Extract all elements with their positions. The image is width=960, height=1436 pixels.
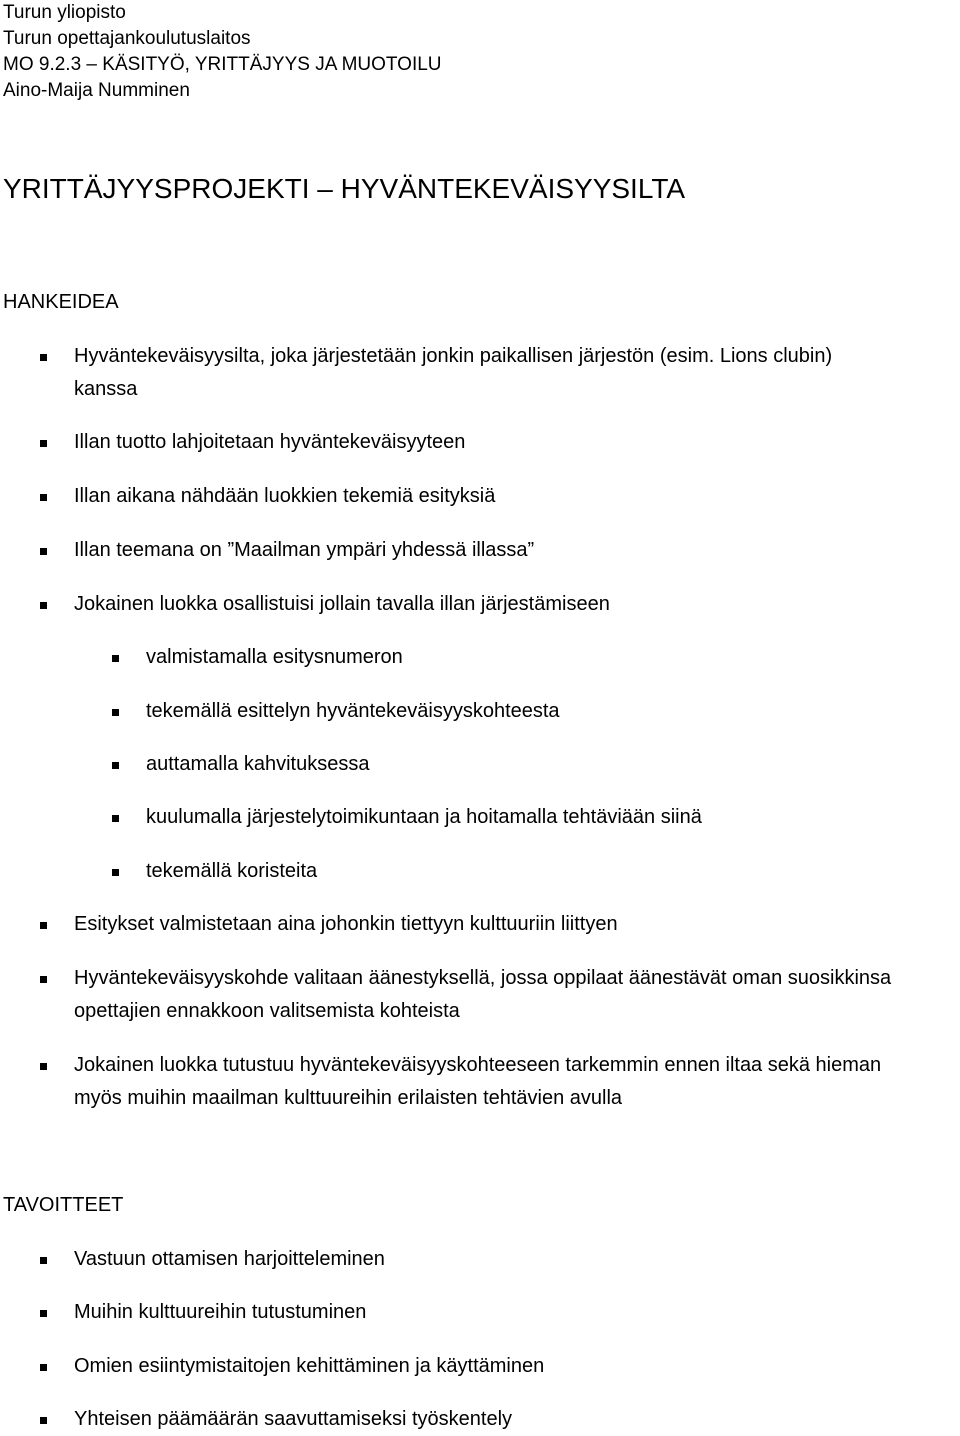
square-bullet-icon [112,869,119,876]
header-university: Turun yliopisto [3,2,126,23]
sub-list-item: auttamalla kahvituksessa [112,748,369,781]
square-bullet-icon [40,1257,47,1264]
list-item: Muihin kulttuureihin tutustuminen [40,1296,366,1329]
section-heading-hankeidea: HANKEIDEA [3,291,119,313]
list-item: Hyväntekeväisyyskohde valitaan äänestyksellä, jossa oppilaat äänestävät oman suosikkinsa opettajien ennakkoon valitsemista kohteista [40,962,891,1028]
list-item: Hyväntekeväisyysilta, joka järjestetään jonkin paikallisen järjestön (esim. Lions clubin) kanssa [40,340,832,406]
section-heading-tavoitteet: TAVOITTEET [3,1194,124,1216]
square-bullet-icon [40,976,47,983]
square-bullet-icon [112,815,119,822]
sub-list-item: tekemällä esittelyn hyväntekeväisyyskohteesta [112,695,560,728]
header-department: Turun opettajankoulutuslaitos [3,28,251,49]
square-bullet-icon [40,354,47,361]
header-author: Aino-Maija Numminen [3,80,190,101]
square-bullet-icon [112,709,119,716]
square-bullet-icon [112,762,119,769]
square-bullet-icon [40,1063,47,1070]
square-bullet-icon [40,440,47,447]
square-bullet-icon [40,548,47,555]
list-item: Yhteisen päämäärän saavuttamiseksi työskentely [40,1403,512,1436]
square-bullet-icon [40,602,47,609]
list-item: Illan teemana on ”Maailman ympäri yhdessä illassa” [40,534,534,567]
square-bullet-icon [40,494,47,501]
sub-list-item: kuulumalla järjestelytoimikuntaan ja hoitamalla tehtäviään siinä [112,801,702,834]
list-item: Vastuun ottamisen harjoitteleminen [40,1243,385,1276]
list-item: Jokainen luokka osallistuisi jollain tavalla illan järjestämiseen [40,588,610,621]
document-header [3,0,442,104]
square-bullet-icon [40,1364,47,1371]
sub-list-item: valmistamalla esitysnumeron [112,641,403,674]
square-bullet-icon [112,655,119,662]
square-bullet-icon [40,1417,47,1424]
document-title: YRITTÄJYYSPROJEKTI – HYVÄNTEKEVÄISYYSILTA [3,173,686,204]
square-bullet-icon [40,922,47,929]
header-course: MO 9.2.3 – KÄSITYÖ, YRITTÄJYYS JA MUOTOILU [3,54,442,75]
list-item: Omien esiintymistaitojen kehittäminen ja käyttäminen [40,1350,544,1383]
list-item: Illan tuotto lahjoitetaan hyväntekeväisyyteen [40,426,465,459]
list-item: Jokainen luokka tutustuu hyväntekeväisyyskohteeseen tarkemmin ennen iltaa sekä hieman myös muihin maailman kulttuureihin erilaisten tehtävien avulla [40,1049,881,1115]
list-item: Esitykset valmistetaan aina johonkin tiettyyn kulttuuriin liittyen [40,908,618,941]
square-bullet-icon [40,1310,47,1317]
list-item: Illan aikana nähdään luokkien tekemiä esityksiä [40,480,495,513]
sub-list-item: tekemällä koristeita [112,855,317,888]
